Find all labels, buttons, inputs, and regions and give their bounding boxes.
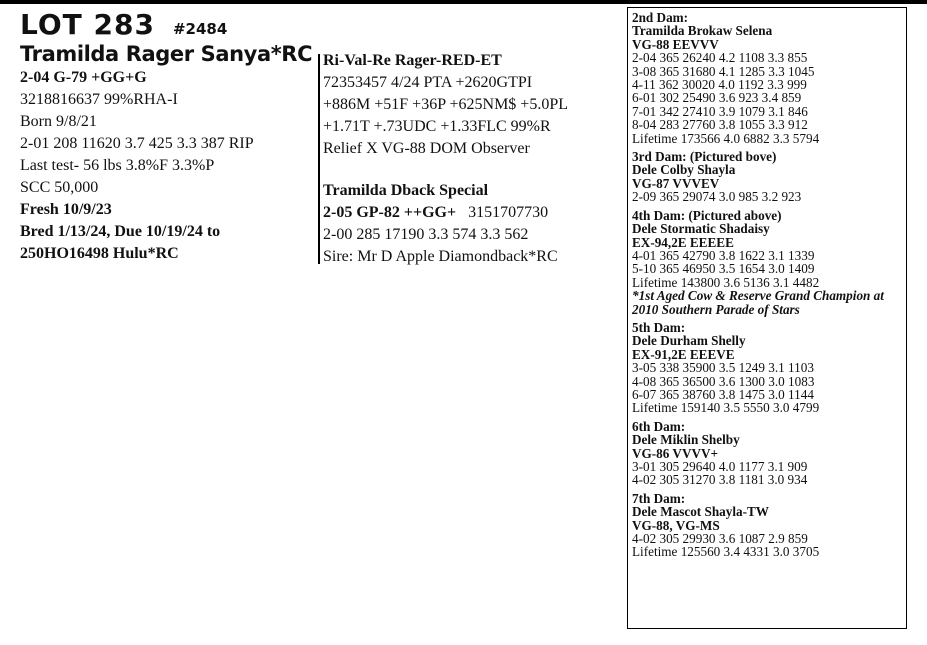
pedigree-dam [632,321,902,415]
dam-classification: VG-88, VG-MS [632,517,720,533]
dam-header: 3rd Dam: (Pictured bove) [632,149,777,165]
pedigree-dam [632,150,902,204]
lot-number: #2484 [172,20,228,38]
dam-name: Dele Colby Shayla [632,162,736,178]
dam-classification: EX-91,2E EEEVE [632,346,735,362]
animal-fresh: Fresh 10/9/23 [20,201,112,218]
dam-registration: 3151707730 [468,204,549,221]
dam-header: 5th Dam: [632,319,686,335]
sire-dam-column [323,50,623,268]
dam-record: 6-07 365 38760 3.8 1475 3.0 1144 [632,386,814,402]
pedigree-dam [632,11,902,145]
dam-classification: EX-94,2E EEEEE [632,234,734,250]
dam-record: 3-01 305 29640 4.0 1177 3.1 909 [632,459,808,474]
dam-record: 7-01 342 27410 3.9 1079 3.1 846 [632,103,808,119]
dam-record: 4-08 365 36500 3.6 1300 3.0 1083 [632,373,815,389]
dam-classification: VG-88 EEVVV [632,36,719,52]
dam-record: 6-01 302 25490 3.6 923 3.4 859 [632,90,802,106]
pedigree-dam [632,209,902,316]
dam-class-line [323,202,623,224]
pedigree-dam [632,492,902,559]
animal-details [20,67,305,265]
dam-lifetime: Lifetime 125560 3.4 4331 3.0 3705 [632,544,820,560]
sire-name: Ri-Val-Re Rager-RED-ET [323,52,502,69]
dam-name: Dele Mascot Shayla-TW [632,504,769,520]
dam-record: 4-11 362 30020 4.0 1192 3.3 999 [632,77,807,93]
dam-record: 3-08 365 31680 4.1 1285 3.3 1045 [632,63,815,79]
dam-record: 2-04 365 26240 4.2 1108 3.3 855 [632,50,808,66]
dam-record: 4-02 305 29930 3.6 1087 2.9 859 [632,531,808,547]
sire-line: +1.71T +.73UDC +1.33FLC 99%R [323,118,551,135]
dam-header: 4th Dam: (Pictured above) [632,207,782,223]
dam-record: 2-09 365 29074 3.0 985 3.2 923 [632,189,802,205]
dam-name: Tramilda Brokaw Selena [632,23,773,39]
dam-name: Dele Miklin Shelby [632,432,740,448]
animal-name: Tramilda Rager Sanya*RC [20,42,313,66]
sire-line: +886M +51F +36P +625NM$ +5.0PL [323,96,568,113]
dam-sire: Sire: Mr D Apple Diamondback*RC [323,248,558,265]
dam-name: Dele Stormatic Shadaisy [632,221,770,237]
lot-title: LOT 283 [20,8,155,41]
dam-name: Tramilda Dback Special [323,182,489,199]
animal-classification: 2-04 G-79 +GG+G [20,69,147,86]
dam-record: 4-01 365 42790 3.8 1622 3.1 1339 [632,247,815,263]
animal-scc: SCC 50,000 [20,179,99,196]
animal-bred-sire: 250HO16498 Hulu*RC [20,245,179,262]
animal-born: Born 9/8/21 [20,113,97,130]
spacer [323,160,623,180]
sire-line: Relief X VG-88 DOM Observer [323,140,530,157]
dam-classification: VG-87 VVVEV [632,175,720,191]
dam-record: 3-05 338 35900 3.5 1249 3.1 1103 [632,360,814,376]
sire-dam-divider [318,54,320,264]
dam-name: Dele Durham Shelly [632,333,746,349]
animal-last-test: Last test- 56 lbs 3.8%F 3.3%P [20,157,215,174]
dam-record: 4-02 305 31270 3.8 1181 3.0 934 [632,472,808,488]
dam-lifetime: Lifetime 159140 3.5 5550 3.0 4799 [632,400,820,416]
pedigree-box [627,7,907,629]
lot-header [20,8,227,41]
sire-line: 72353457 4/24 PTA +2620GTPI [323,74,533,91]
animal-registration: 3218816637 99%RHA-I [20,91,178,108]
dam-lifetime: Lifetime 143800 3.6 5136 3.1 4482 [632,274,820,290]
dam-classification: VG-86 VVVV+ [632,445,719,461]
dam-lifetime: Lifetime 173566 4.0 6882 3.3 5794 [632,130,820,146]
dam-header: 6th Dam: [632,418,686,434]
dam-header: 2nd Dam: [632,10,689,25]
award-note: *1st Aged Cow & Reserve Grand Champion at 2010 Southern Parade of Stars [632,288,884,317]
animal-bred: Bred 1/13/24, Due 10/19/24 to [20,223,221,240]
dam-header: 7th Dam: [632,490,686,506]
pedigree-dam [632,420,902,487]
dam-record: 5-10 365 46950 3.5 1654 3.0 1409 [632,261,815,277]
dam-classification: 2-05 GP-82 ++GG+ [323,204,457,221]
top-border [0,0,927,4]
animal-record: 2-01 208 11620 3.7 425 3.3 387 RIP [20,135,254,152]
dam-record: 8-04 283 27760 3.8 1055 3.3 912 [632,117,808,133]
dam-record: 2-00 285 17190 3.3 574 3.3 562 [323,226,529,243]
